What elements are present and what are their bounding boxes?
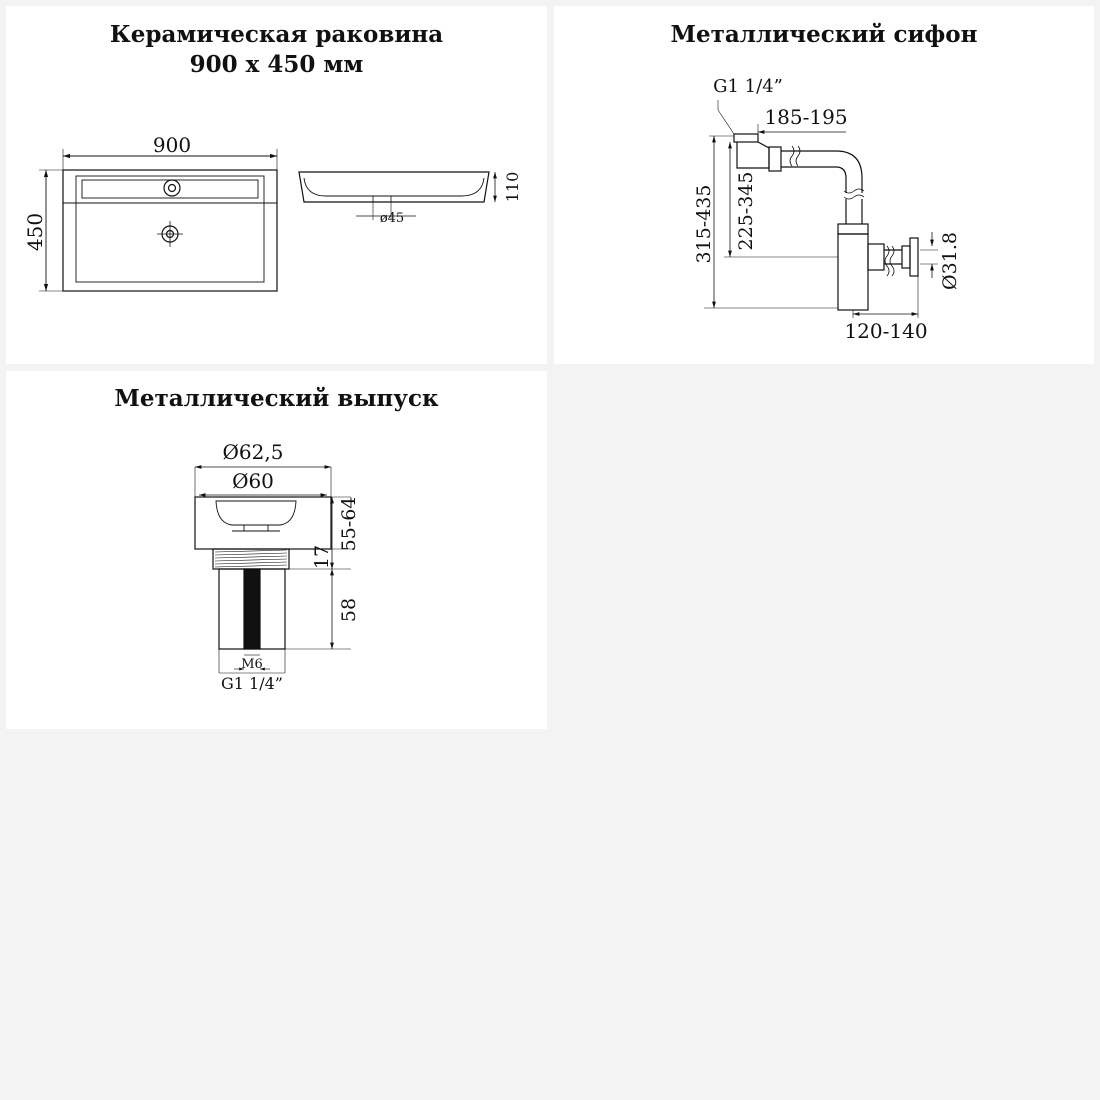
siphon-outlet-nut bbox=[902, 246, 910, 268]
sink-subtitle: 900 x 450 мм bbox=[189, 51, 364, 78]
drain-panel bbox=[6, 371, 547, 729]
siphon-panel bbox=[554, 6, 1094, 364]
sink-panel bbox=[6, 6, 547, 364]
siphon-body-nut bbox=[838, 224, 868, 234]
drain-total-height-label: 55-64 bbox=[338, 496, 360, 552]
drain-bolt-label: M6 bbox=[241, 657, 263, 672]
drain-outer-diameter-label: Ø62,5 bbox=[222, 440, 284, 464]
drain-inner-diameter-label: Ø60 bbox=[232, 469, 274, 493]
siphon-inlet bbox=[737, 142, 769, 168]
drain-bolt bbox=[244, 569, 260, 649]
drain-body-label: 58 bbox=[338, 597, 360, 623]
drain-drawing bbox=[6, 371, 547, 729]
siphon-drawing bbox=[554, 6, 1094, 364]
drain-head bbox=[195, 497, 331, 549]
sink-height-label: 110 bbox=[503, 171, 522, 203]
sink-side-view bbox=[299, 172, 489, 202]
drain-plug bbox=[216, 501, 296, 525]
drain-title: Металлический выпуск bbox=[114, 385, 439, 412]
siphon-body bbox=[838, 234, 868, 310]
sink-drawing bbox=[6, 6, 547, 364]
siphon-horizontal-label: 185-195 bbox=[764, 105, 848, 129]
siphon-diameter-label: Ø31.8 bbox=[939, 232, 961, 290]
siphon-title: Металлический сифон bbox=[670, 21, 978, 48]
sink-title: Керамическая раковина bbox=[109, 21, 444, 48]
siphon-height-inner-label: 225-345 bbox=[735, 171, 757, 251]
sink-drain-label: ø45 bbox=[379, 211, 405, 226]
sink-width-label: 900 bbox=[152, 133, 192, 157]
drain-head-label: 17 bbox=[311, 544, 333, 570]
siphon-thread-label: G1 1/4” bbox=[713, 76, 783, 97]
drain-thread-label: G1 1/4” bbox=[221, 674, 283, 693]
faucet-hole bbox=[164, 180, 180, 196]
siphon-bend bbox=[836, 151, 862, 193]
siphon-wall-flange bbox=[910, 238, 918, 276]
sink-depth-label: 450 bbox=[23, 212, 47, 252]
siphon-height-outer-label: 315-435 bbox=[693, 184, 715, 264]
siphon-offset-label: 120-140 bbox=[844, 319, 928, 343]
